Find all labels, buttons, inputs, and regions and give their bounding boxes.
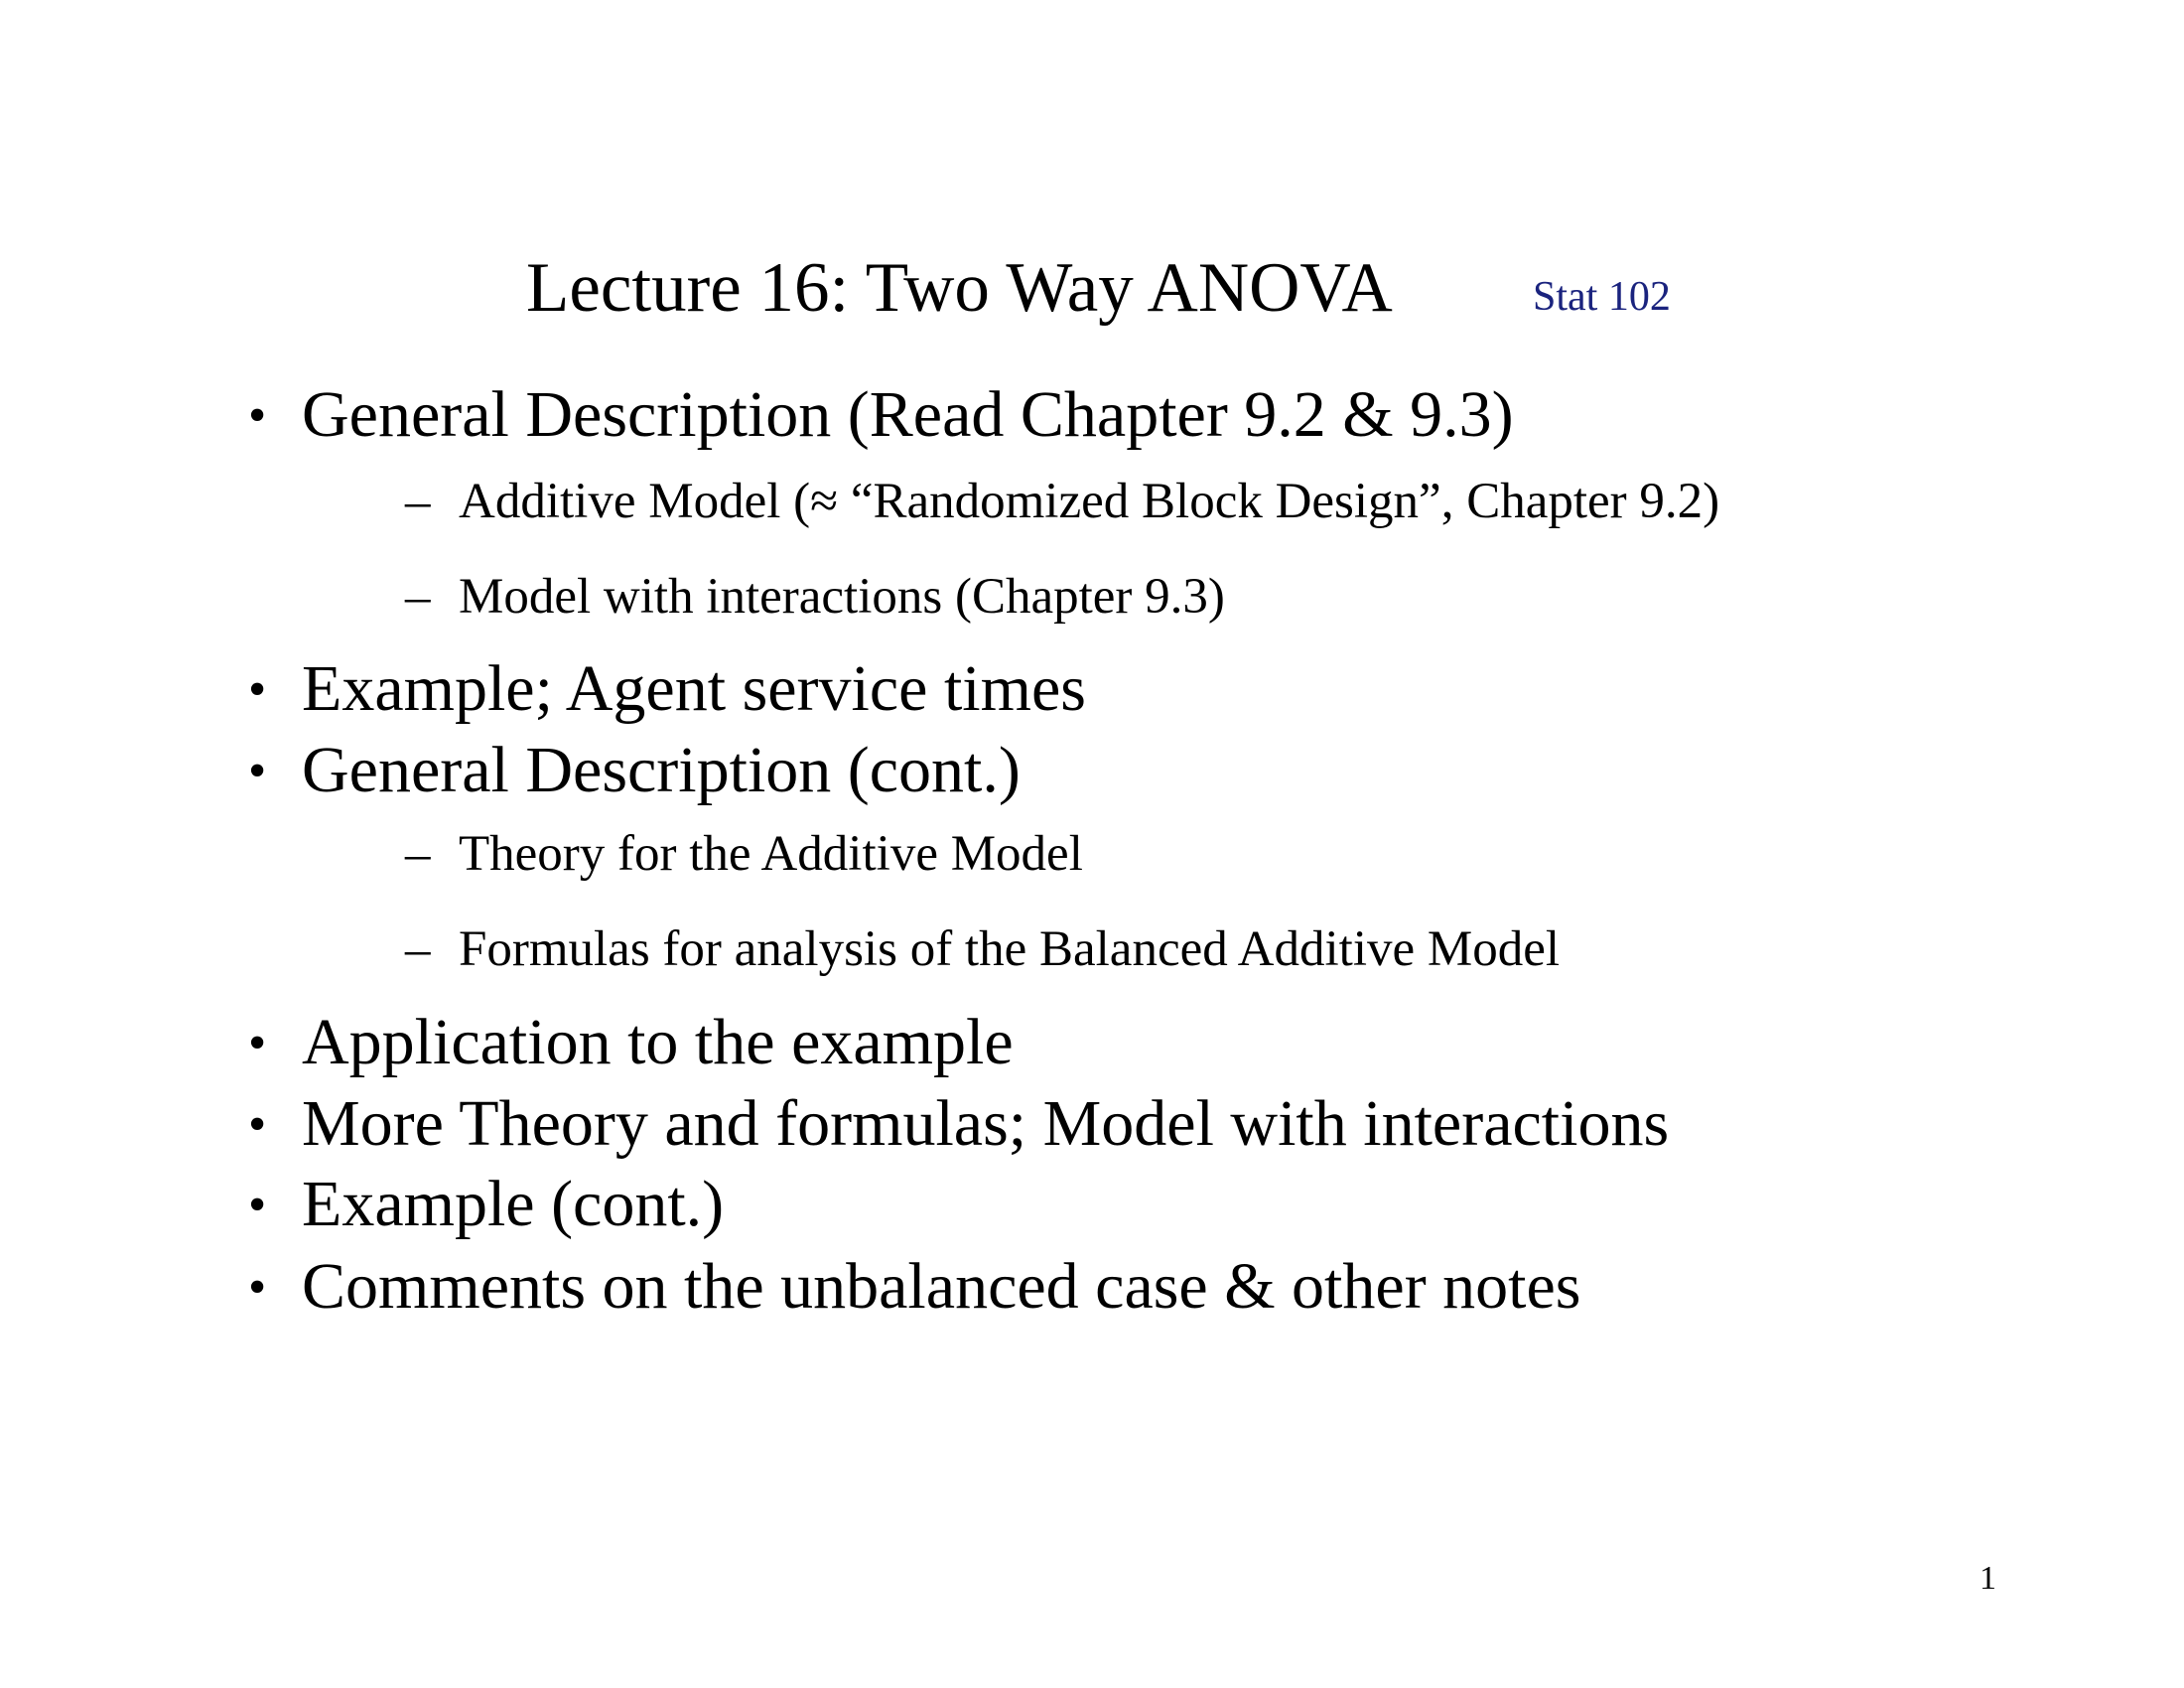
bullet-item-example: [248, 646, 1086, 733]
course-label: Stat 102: [1533, 274, 1671, 320]
page-number: 1: [1979, 1560, 1996, 1597]
sub-item-text: Additive Model (≈ “Randomized Block Design”, Chapter 9.2): [459, 474, 1720, 529]
bullet-item-general-description: [248, 372, 1514, 459]
bullet-text: General Description (cont.): [302, 734, 1021, 806]
bullet-marker: •: [248, 1096, 267, 1153]
bullet-item-application: [248, 1000, 1014, 1086]
bullet-marker: •: [248, 1259, 267, 1316]
sub-item-formulas-balanced: [405, 916, 1560, 982]
bullet-text: More Theory and formulas; Model with interactions: [302, 1087, 1670, 1160]
bullet-marker: •: [248, 1015, 267, 1071]
bullet-text: Application to the example: [302, 1006, 1014, 1078]
page-title: Lecture 16: Two Way ANOVA: [526, 249, 1393, 327]
bullet-text: General Description (Read Chapter 9.2 & 9.3): [302, 378, 1514, 451]
sub-item-text: Theory for the Additive Model: [459, 826, 1083, 882]
sub-item-additive-model: [405, 469, 1719, 534]
dash-marker: –: [405, 474, 431, 529]
bullet-item-example-cont: [248, 1162, 724, 1248]
bullet-marker: •: [248, 661, 267, 718]
bullet-marker: •: [248, 743, 267, 799]
sub-item-theory-additive: [405, 821, 1083, 887]
bullet-text: Example; Agent service times: [302, 652, 1086, 725]
bullet-item-more-theory: [248, 1081, 1669, 1168]
dash-marker: –: [405, 826, 431, 882]
dash-marker: –: [405, 569, 431, 625]
bullet-marker: •: [248, 387, 267, 444]
sub-item-model-interactions: [405, 564, 1225, 630]
sub-item-text: Model with interactions (Chapter 9.3): [459, 569, 1225, 625]
bullet-text: Example (cont.): [302, 1168, 725, 1240]
bullet-marker: •: [248, 1177, 267, 1233]
bullet-item-general-description-cont: [248, 728, 1021, 814]
sub-item-text: Formulas for analysis of the Balanced Additive Model: [459, 921, 1561, 977]
dash-marker: –: [405, 921, 431, 977]
bullet-text: Comments on the unbalanced case & other notes: [302, 1250, 1581, 1323]
bullet-item-comments: [248, 1244, 1580, 1331]
